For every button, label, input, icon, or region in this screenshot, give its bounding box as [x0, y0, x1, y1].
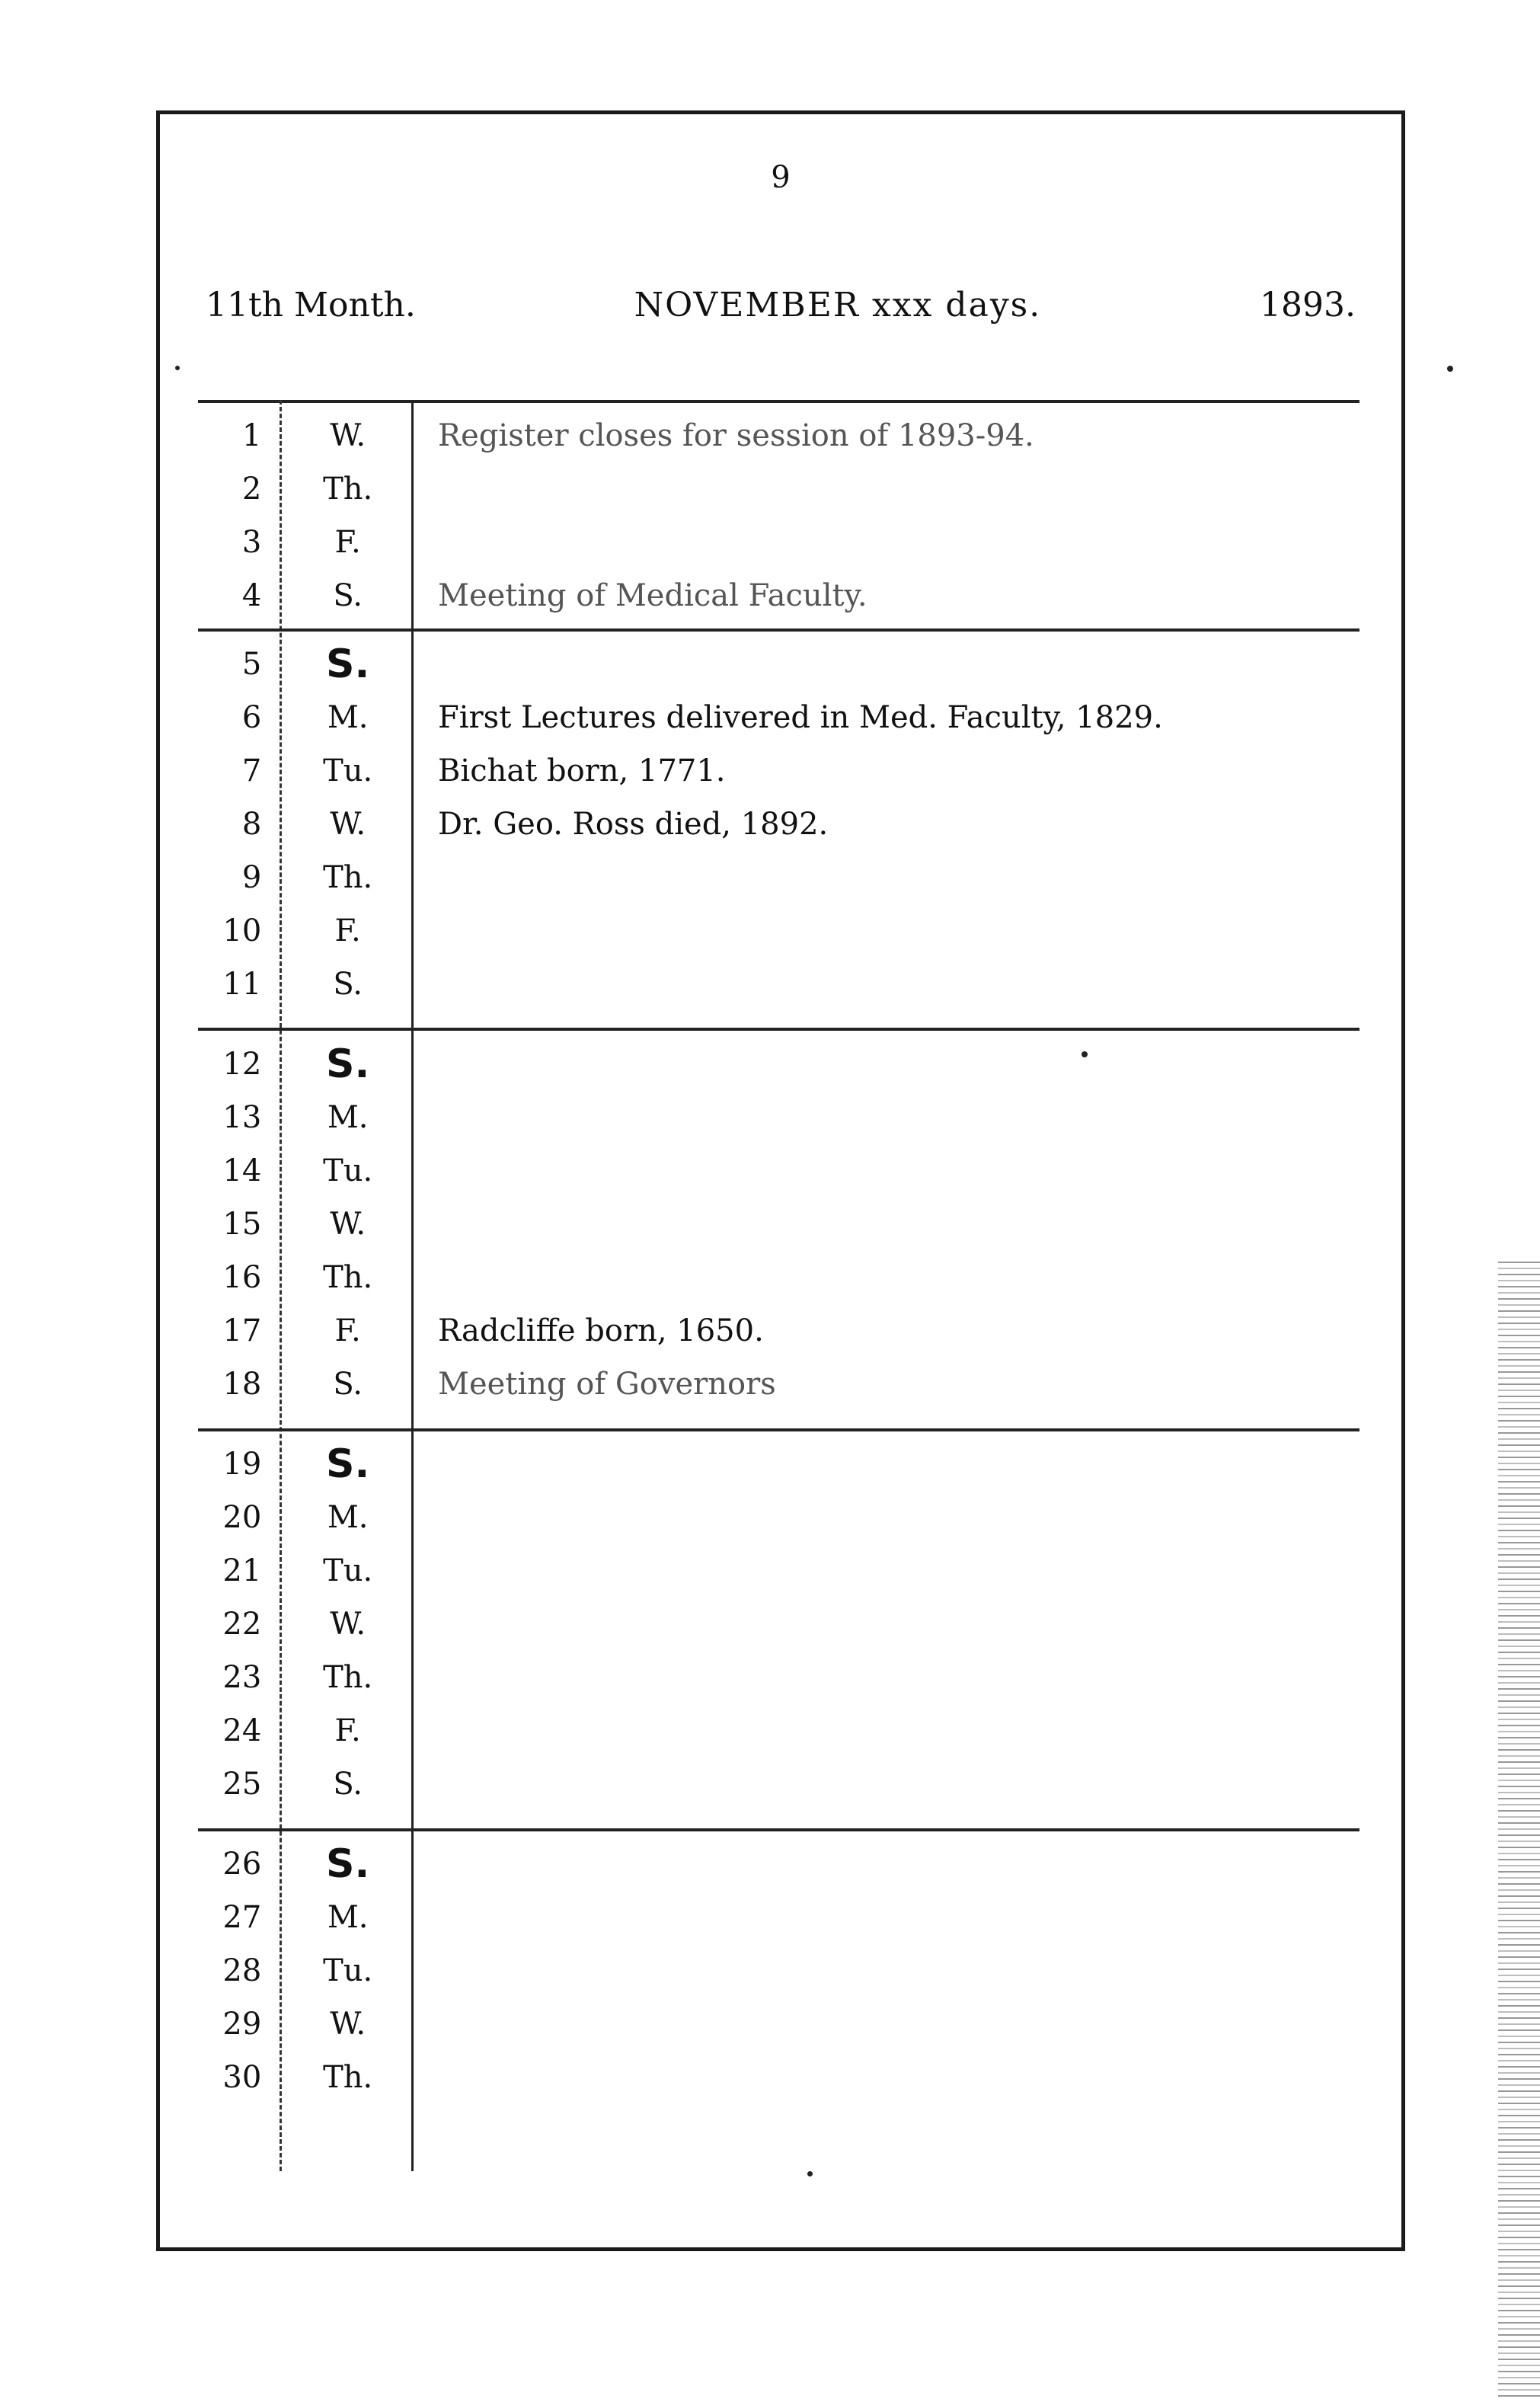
weekday: F. [334, 913, 361, 948]
weekday: W. [330, 2007, 366, 2042]
day-row [198, 1491, 411, 1544]
day-number: 17 [222, 1313, 262, 1348]
day-row [198, 1304, 411, 1358]
day-row [198, 691, 411, 744]
day-number: 6 [241, 700, 262, 735]
week-rule [198, 1828, 1359, 1831]
day-row [198, 1758, 411, 1811]
day-row [198, 1651, 411, 1704]
month-label: 11th Month. [206, 286, 416, 325]
day-number: 18 [222, 1367, 262, 1402]
weekday-sunday: S. [326, 1441, 370, 1487]
day-number: 9 [241, 860, 262, 895]
weekday: F. [334, 525, 361, 560]
day-number: 11 [222, 967, 262, 1002]
day-row [198, 904, 411, 958]
day-number: 10 [222, 913, 262, 948]
week-rule [198, 628, 1359, 632]
scan-speck [175, 366, 180, 370]
weekday: M. [327, 1500, 369, 1535]
day-number: 30 [222, 2060, 262, 2095]
day-row [198, 798, 411, 851]
weekday-sunday: S. [326, 1041, 370, 1087]
table-top-rule [198, 400, 1359, 403]
calendar-note: Register closes for session of 1893-94. [438, 418, 1034, 453]
day-number: 19 [222, 1447, 262, 1482]
calendar-note: Dr. Geo. Ross died, 1892. [438, 807, 829, 842]
day-row [198, 2051, 411, 2104]
day-number: 29 [222, 2007, 262, 2042]
day-number: 22 [222, 1607, 262, 1642]
day-number: 23 [222, 1660, 262, 1695]
scan-speck [1082, 1051, 1088, 1057]
weekday: Th. [323, 1660, 373, 1695]
month-header [206, 286, 1356, 325]
day-number: 25 [222, 1767, 262, 1802]
weekday: S. [333, 1367, 363, 1402]
weekday: W. [330, 807, 366, 842]
calendar-note: Bichat born, 1771. [438, 753, 726, 788]
day-row [198, 1944, 411, 1997]
weekday: W. [330, 1607, 366, 1642]
weekday: Tu. [323, 1153, 373, 1188]
weekday-sunday: S. [326, 641, 370, 687]
weekday: M. [327, 700, 369, 735]
day-row [198, 569, 411, 622]
day-row [198, 1837, 411, 1891]
day-row [198, 1091, 411, 1144]
day-row [198, 638, 411, 691]
weekday: S. [333, 967, 363, 1002]
weekday: Th. [323, 472, 373, 507]
day-number: 3 [241, 525, 262, 560]
day-number: 27 [222, 1900, 262, 1935]
day-number: 2 [241, 472, 262, 507]
day-row [198, 1038, 411, 1091]
page-number: 9 [771, 160, 791, 195]
calendar-table [160, 400, 1401, 2171]
day-number: 20 [222, 1500, 262, 1535]
day-row [198, 1704, 411, 1758]
day-number: 28 [222, 1953, 262, 1988]
weekday: Tu. [323, 753, 373, 788]
month-title: NOVEMBER xxx days. [634, 286, 1042, 325]
day-number: 1 [241, 418, 262, 453]
week-rule [198, 1428, 1359, 1431]
scan-edge-noise [1498, 1257, 1540, 2400]
day-row [198, 409, 411, 462]
calendar-note: Radcliffe born, 1650. [438, 1313, 764, 1348]
day-number: 16 [222, 1260, 262, 1295]
day-row [198, 1438, 411, 1491]
weekday: Tu. [323, 1953, 373, 1988]
almanac-page [156, 110, 1405, 2251]
weekday: W. [330, 1207, 366, 1242]
weekday: M. [327, 1100, 369, 1135]
weekday: Th. [323, 2060, 373, 2095]
day-row [198, 1358, 411, 1411]
day-row [198, 958, 411, 1011]
day-number: 21 [222, 1553, 262, 1588]
week-rule [198, 1028, 1359, 1031]
weekday: Th. [323, 860, 373, 895]
day-row [198, 1251, 411, 1304]
weekday: W. [330, 418, 366, 453]
day-row [198, 1198, 411, 1251]
day-number: 14 [222, 1153, 262, 1188]
day-number: 26 [222, 1847, 262, 1882]
day-row [198, 744, 411, 798]
day-row [198, 851, 411, 904]
weekday-sunday: S. [326, 1841, 370, 1887]
year-label: 1893. [1260, 286, 1356, 325]
scan-speck [807, 2171, 813, 2177]
day-number: 15 [222, 1207, 262, 1242]
day-number: 5 [241, 647, 262, 682]
day-number: 8 [241, 807, 262, 842]
day-row [198, 462, 411, 516]
weekday: F. [334, 1713, 361, 1748]
day-row [198, 1891, 411, 1944]
calendar-note: First Lectures delivered in Med. Faculty, 1829. [438, 700, 1163, 735]
day-row [198, 1544, 411, 1598]
calendar-note: Meeting of Governors [438, 1367, 776, 1402]
day-number: 24 [222, 1713, 262, 1748]
scan-speck [1447, 366, 1453, 372]
day-number: 7 [241, 753, 262, 788]
weekday: S. [333, 1767, 363, 1802]
weekday: S. [333, 578, 363, 613]
weekday: Th. [323, 1260, 373, 1295]
weekday: Tu. [323, 1553, 373, 1588]
column-divider-notes [411, 400, 414, 2171]
weekday: F. [334, 1313, 361, 1348]
day-number: 12 [222, 1047, 262, 1082]
day-row [198, 1598, 411, 1651]
day-row [198, 1997, 411, 2051]
weekday: M. [327, 1900, 369, 1935]
calendar-note: Meeting of Medical Faculty. [438, 578, 867, 613]
day-row [198, 516, 411, 569]
day-number: 13 [222, 1100, 262, 1135]
day-number: 4 [241, 578, 262, 613]
day-row [198, 1144, 411, 1198]
